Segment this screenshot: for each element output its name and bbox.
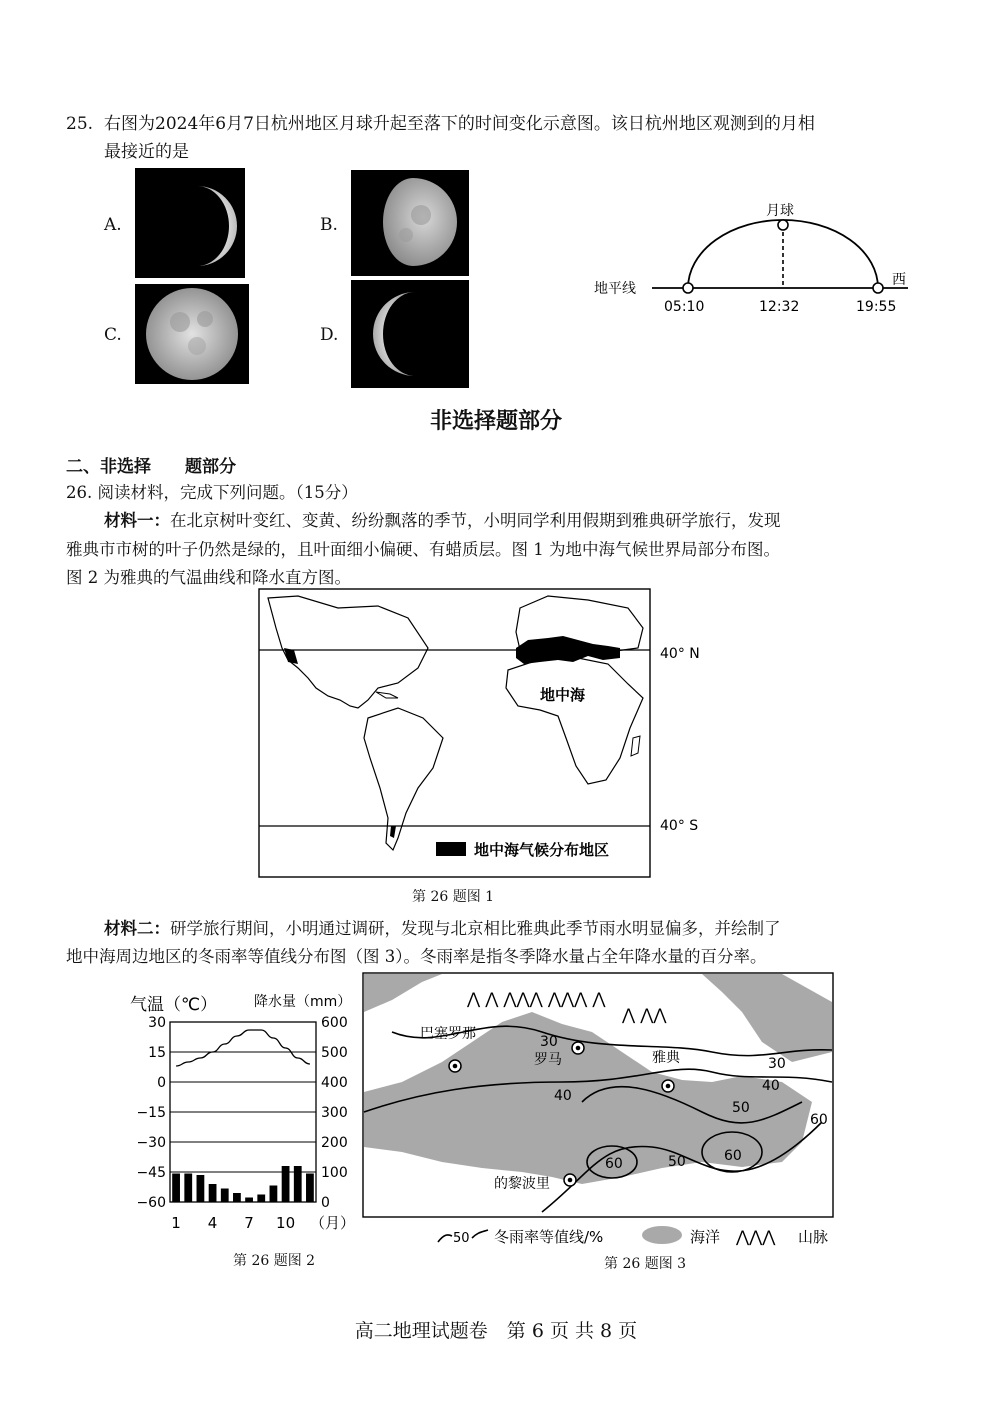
- isoline-label-60a: 60: [605, 1156, 623, 1172]
- precipitation-bar: [233, 1193, 241, 1202]
- precip-tick-label: 0: [321, 1195, 330, 1211]
- moonrise-diagram: [590, 195, 920, 320]
- precip-tick-label: 200: [321, 1135, 348, 1151]
- precipitation-bar: [197, 1175, 205, 1202]
- temp-tick-label: 0: [157, 1075, 166, 1091]
- option-a-label: A.: [104, 215, 122, 235]
- isoline-label-60b: 60: [724, 1148, 742, 1164]
- legend-ocean-swatch: [642, 1226, 682, 1244]
- isoline-label-60c: 60: [810, 1112, 828, 1128]
- temp-tick-label: 30: [148, 1015, 166, 1031]
- west-label: 西: [892, 272, 906, 288]
- moon-point: [778, 220, 788, 230]
- precipitation-bar: [184, 1174, 192, 1203]
- athens-label: 雅典: [652, 1050, 680, 1066]
- precip-tick-label: 100: [321, 1165, 348, 1181]
- material2-label: 材料二：: [104, 919, 170, 938]
- temp-tick-label: 15: [148, 1045, 166, 1061]
- precip-tick-label: 600: [321, 1015, 348, 1031]
- month-tick-label: 4: [207, 1214, 218, 1232]
- precip-tick-label: 500: [321, 1045, 348, 1061]
- legend-isoline-symbol-right: [472, 1230, 488, 1238]
- precipitation-bar: [282, 1166, 290, 1202]
- temp-tick-label: −45: [136, 1165, 166, 1181]
- mountain-symbols-2: ⋀ ⋀⋀: [622, 1005, 667, 1024]
- athens-marker-dot: [666, 1084, 671, 1089]
- fig1-world-map: [258, 588, 718, 880]
- legend-mountain-label: 山脉: [798, 1228, 829, 1246]
- material1-line3: 图 2 为雅典的气温曲线和降水直方图。: [66, 568, 351, 587]
- moonrise-point: [683, 283, 693, 293]
- material1-line1: [104, 506, 781, 535]
- temp-tick-label: −15: [136, 1105, 166, 1121]
- tripoli-label: 的黎波里: [494, 1176, 550, 1192]
- map-frame: [259, 589, 650, 877]
- month-tick-label: 1: [171, 1214, 181, 1232]
- q25-number: 25.: [66, 114, 94, 134]
- precipitation-bar: [172, 1174, 180, 1203]
- legend-mountain-symbol: ⋀⋀⋀: [736, 1227, 776, 1246]
- mountain-symbols-1: ⋀ ⋀ ⋀⋀⋀ ⋀⋀⋀ ⋀: [467, 989, 606, 1008]
- horizon-label: 地平线: [594, 281, 636, 297]
- barcelona-label: 巴塞罗那: [420, 1026, 476, 1042]
- isoline-label-50a: 50: [732, 1100, 750, 1116]
- precipitation-bar: [221, 1189, 229, 1203]
- option-c-moon-image: [135, 284, 249, 384]
- legend-swatch: [436, 842, 466, 856]
- precipitation-bar: [245, 1198, 253, 1203]
- isoline-label-40a: 40: [554, 1088, 572, 1104]
- option-d-label: D.: [320, 325, 339, 345]
- precipitation-bar: [209, 1184, 217, 1202]
- temp-tick-label: −30: [136, 1135, 166, 1151]
- option-c-label: C.: [104, 325, 122, 345]
- isoline-label-30b: 30: [768, 1056, 786, 1072]
- option-b-moon-image: [351, 170, 469, 276]
- isoline-label-30a: 30: [540, 1034, 558, 1050]
- temp-axis-title: 气温（℃）: [130, 995, 218, 1015]
- rome-label: 罗马: [534, 1052, 562, 1068]
- moonset-point: [873, 283, 883, 293]
- material1-label: 材料一：: [104, 511, 170, 530]
- q25-text-line2: 最接近的是: [104, 142, 189, 162]
- precipitation-bar: [294, 1166, 302, 1202]
- legend-label: 地中海气候分布地区: [474, 841, 610, 859]
- isoline-label-40b: 40: [762, 1078, 780, 1094]
- fig2-climate-chart: [126, 988, 362, 1234]
- mediterranean-sea-label: 地中海: [540, 686, 586, 704]
- precip-tick-label: 300: [321, 1105, 348, 1121]
- legend-isoline-symbol-left: [438, 1235, 452, 1242]
- fig3-isoline-map: [362, 972, 834, 1218]
- rome-marker-dot: [576, 1046, 581, 1051]
- lat-40s-label: 40° S: [660, 818, 699, 834]
- transit-time: 12:32: [759, 299, 800, 315]
- q25-text-line1: 右图为2024年6月7日杭州地区月球升起至落下的时间变化示意图。该日杭州地区观测到的月相: [104, 114, 815, 134]
- month-tick-label: 7: [244, 1214, 254, 1232]
- option-a-moon-image: [135, 168, 245, 278]
- fig1-caption: 第 26 题图 1: [412, 889, 495, 905]
- fig2-caption: 第 26 题图 2: [233, 1253, 316, 1269]
- material1-line2: 雅典市市树的叶子仍然是绿的，且叶面细小偏硬、有蜡质层。图 1 为地中海气候世界局部分布图。: [66, 540, 780, 559]
- month-tick-label: 10: [276, 1214, 296, 1232]
- fig3-legend: [436, 1222, 846, 1250]
- rise-time: 05:10: [664, 299, 705, 315]
- legend-isoline-value: 50: [453, 1231, 470, 1246]
- option-d-moon-image: [351, 280, 469, 388]
- legend-isoline-label: 冬雨率等值线/%: [494, 1228, 604, 1246]
- temp-tick-label: −60: [136, 1195, 166, 1211]
- material2-text1: 研学旅行期间，小明通过调研，发现与北京相比雅典此季节雨水明显偏多，并绘制了: [170, 919, 781, 938]
- q26-intro: 26. 阅读材料，完成下列问题。（15分）: [66, 483, 358, 502]
- x-axis-unit: （月）: [310, 1214, 356, 1232]
- isoline-label-50b: 50: [668, 1154, 686, 1170]
- temperature-curve: [176, 1030, 310, 1066]
- tripoli-marker-dot: [568, 1178, 573, 1183]
- precipitation-bar: [306, 1174, 314, 1203]
- section-heading: 非选择题部分: [429, 409, 562, 434]
- set-time: 19:55: [856, 299, 897, 315]
- option-b-label: B.: [320, 215, 338, 235]
- part2-heading: 二、非选择 题部分: [66, 457, 236, 477]
- precip-tick-label: 400: [321, 1075, 348, 1091]
- fig3-caption: 第 26 题图 3: [604, 1256, 687, 1272]
- page-footer: 高二地理试题卷 第 6 页 共 8 页: [354, 1320, 638, 1342]
- material2-line2: 地中海周边地区的冬雨率等值线分布图（图 3）。冬雨率是指冬季降水量占全年降水量的百分率。: [66, 947, 767, 966]
- precipitation-bar: [270, 1186, 278, 1203]
- lat-40n-label: 40° N: [660, 646, 700, 662]
- material1-text1: 在北京树叶变红、变黄、纷纷飘落的季节，小明同学利用假期到雅典研学旅行，发现: [170, 511, 781, 530]
- legend-ocean-label: 海洋: [690, 1228, 721, 1246]
- precip-axis-title: 降水量（mm）: [254, 994, 352, 1010]
- barcelona-marker-dot: [453, 1064, 458, 1069]
- material2-line1: [104, 914, 781, 943]
- precipitation-bar: [257, 1195, 265, 1203]
- moon-label: 月球: [766, 203, 794, 219]
